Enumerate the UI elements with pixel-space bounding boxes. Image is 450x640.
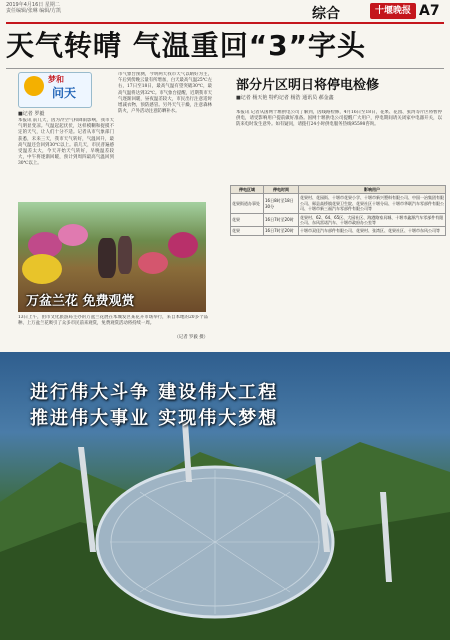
cell-users: 花果村、花园街、十堰市花果小学、十堰市新兴塑料有限公司、中国一冶集团有限公司、郧县高桥镇花果卫生院、花果社区十堰分局、十堰市华联汽车零部件有限公司、十堰市新三福汽车零部件有限公司等 bbox=[300, 195, 444, 212]
table-row bbox=[231, 213, 446, 227]
header-rule bbox=[6, 22, 444, 24]
banner-slogan-1: 进行伟大斗争 建设伟大工程 bbox=[30, 382, 279, 403]
cell-users: 十堰市双佳汽车部件有限公司、花果村、张湾区、花果社区、十堰市东风公司等 bbox=[299, 227, 446, 235]
col-header-time: 停电时间 bbox=[264, 186, 299, 194]
table-header-row bbox=[231, 186, 446, 194]
col-header-area: 停电区域 bbox=[231, 186, 264, 194]
cell-area: 花果 bbox=[231, 227, 264, 235]
sun-icon bbox=[24, 76, 44, 96]
cell-area: 花果街道办事处 bbox=[231, 194, 264, 213]
editor-line: 责任编辑/张琳 编辑/方凯 bbox=[6, 8, 61, 14]
photo-caption: 13日上午，由市文化旅游局主办的万盆兰花展在本城发区某花卉市场举行，来自本地的20多个品种、上万盆兰花吸引了众多市民前来观赏，免费观赏活动将持续一周。 bbox=[18, 315, 208, 327]
main-headline: 天气转晴 气温重回“3”字头 bbox=[6, 29, 367, 62]
right-byline: ■记者 杨天艳 特约记者 杨浩 通讯员 郝金鑫 bbox=[236, 95, 334, 101]
col-header-users: 影响用户 bbox=[299, 186, 446, 194]
photo-caption-block bbox=[18, 315, 208, 341]
right-headline: 部分片区明日将停电检修 bbox=[236, 78, 380, 93]
photo-credit: （记者 罗毅 摄） bbox=[174, 335, 208, 340]
date-line: 2019年4月16日 星期二 bbox=[6, 2, 60, 8]
outage-table bbox=[230, 185, 446, 236]
left-article-col1: 本报讯 前几天，因为冷空气和降雨影响，我市天气明显变凉。气温起起伏伏，这样模糊和捉摸不定的天气，让人们十分不适。记者从市气象部门获悉，未来三天，我市天气转好，气温回升，最高气温还会回到30℃以上。前几天，市民普遍感受温差太大，今天开始天气转好，早晚温差较大，中午将逐渐回暖，预计到周四最高气温回到30℃以上。 bbox=[18, 118, 114, 167]
banner-slogan-2: 推进伟大事业 实现伟大梦想 bbox=[30, 408, 279, 429]
weather-logo-small: 梦和 bbox=[48, 75, 64, 84]
left-article-col2: 市气象台预测，今明两天我市天气以晴好为主，午后到傍晚云量有所增加，白天最高气温25℃左右，17日至18日，最高气温有望突破30℃，最高气温将达到32℃。市气象台提醒，近期我市天气逐渐回暖，昼夜温差较大，市民出行注意适时增减衣物，预防感冒。另外天气干燥，注意森林防火，户外活动注意防晒补水。 bbox=[118, 72, 212, 115]
cell-time: 16日7时至20时 bbox=[264, 213, 299, 227]
header-date bbox=[6, 2, 61, 14]
weather-logo-big: 问天 bbox=[52, 86, 77, 100]
section-title: 综合 bbox=[312, 6, 340, 22]
cell-time: 16日7时至20时 bbox=[264, 227, 299, 235]
right-article-body: 本报讯 记者从国网十堰供电公司了解到，因线路检修，4月16日至18日，花果、花园、张湾等片区将暂停供电，请受影响用户提前做好准备。国网十堰供电公司提醒广大用户，停电期间请关闭家中电器开关，以防来电时发生意外。如有疑问，请拨打24小时供电服务热线95598咨询。 bbox=[236, 110, 442, 128]
table-row bbox=[231, 194, 446, 213]
page-number: A7 bbox=[419, 3, 440, 19]
headline-rule bbox=[6, 68, 444, 69]
left-byline: ■记者 罗毅 bbox=[18, 111, 45, 117]
table-row bbox=[231, 227, 446, 235]
cell-time: 16日8时至18日30分 bbox=[264, 194, 299, 213]
photo-overlay-title: 万盆兰花 免费观赏 bbox=[26, 294, 135, 309]
paper-logo: 十堰晚报 bbox=[370, 3, 416, 19]
cell-area: 花果 bbox=[231, 213, 264, 227]
cell-users: 花果村、62、64、65区、大园社区、海港路家具城、十堰市鑫源汽车零部件有限公司、东风雷诺汽车、十堰市政府办公室等 bbox=[299, 213, 446, 227]
